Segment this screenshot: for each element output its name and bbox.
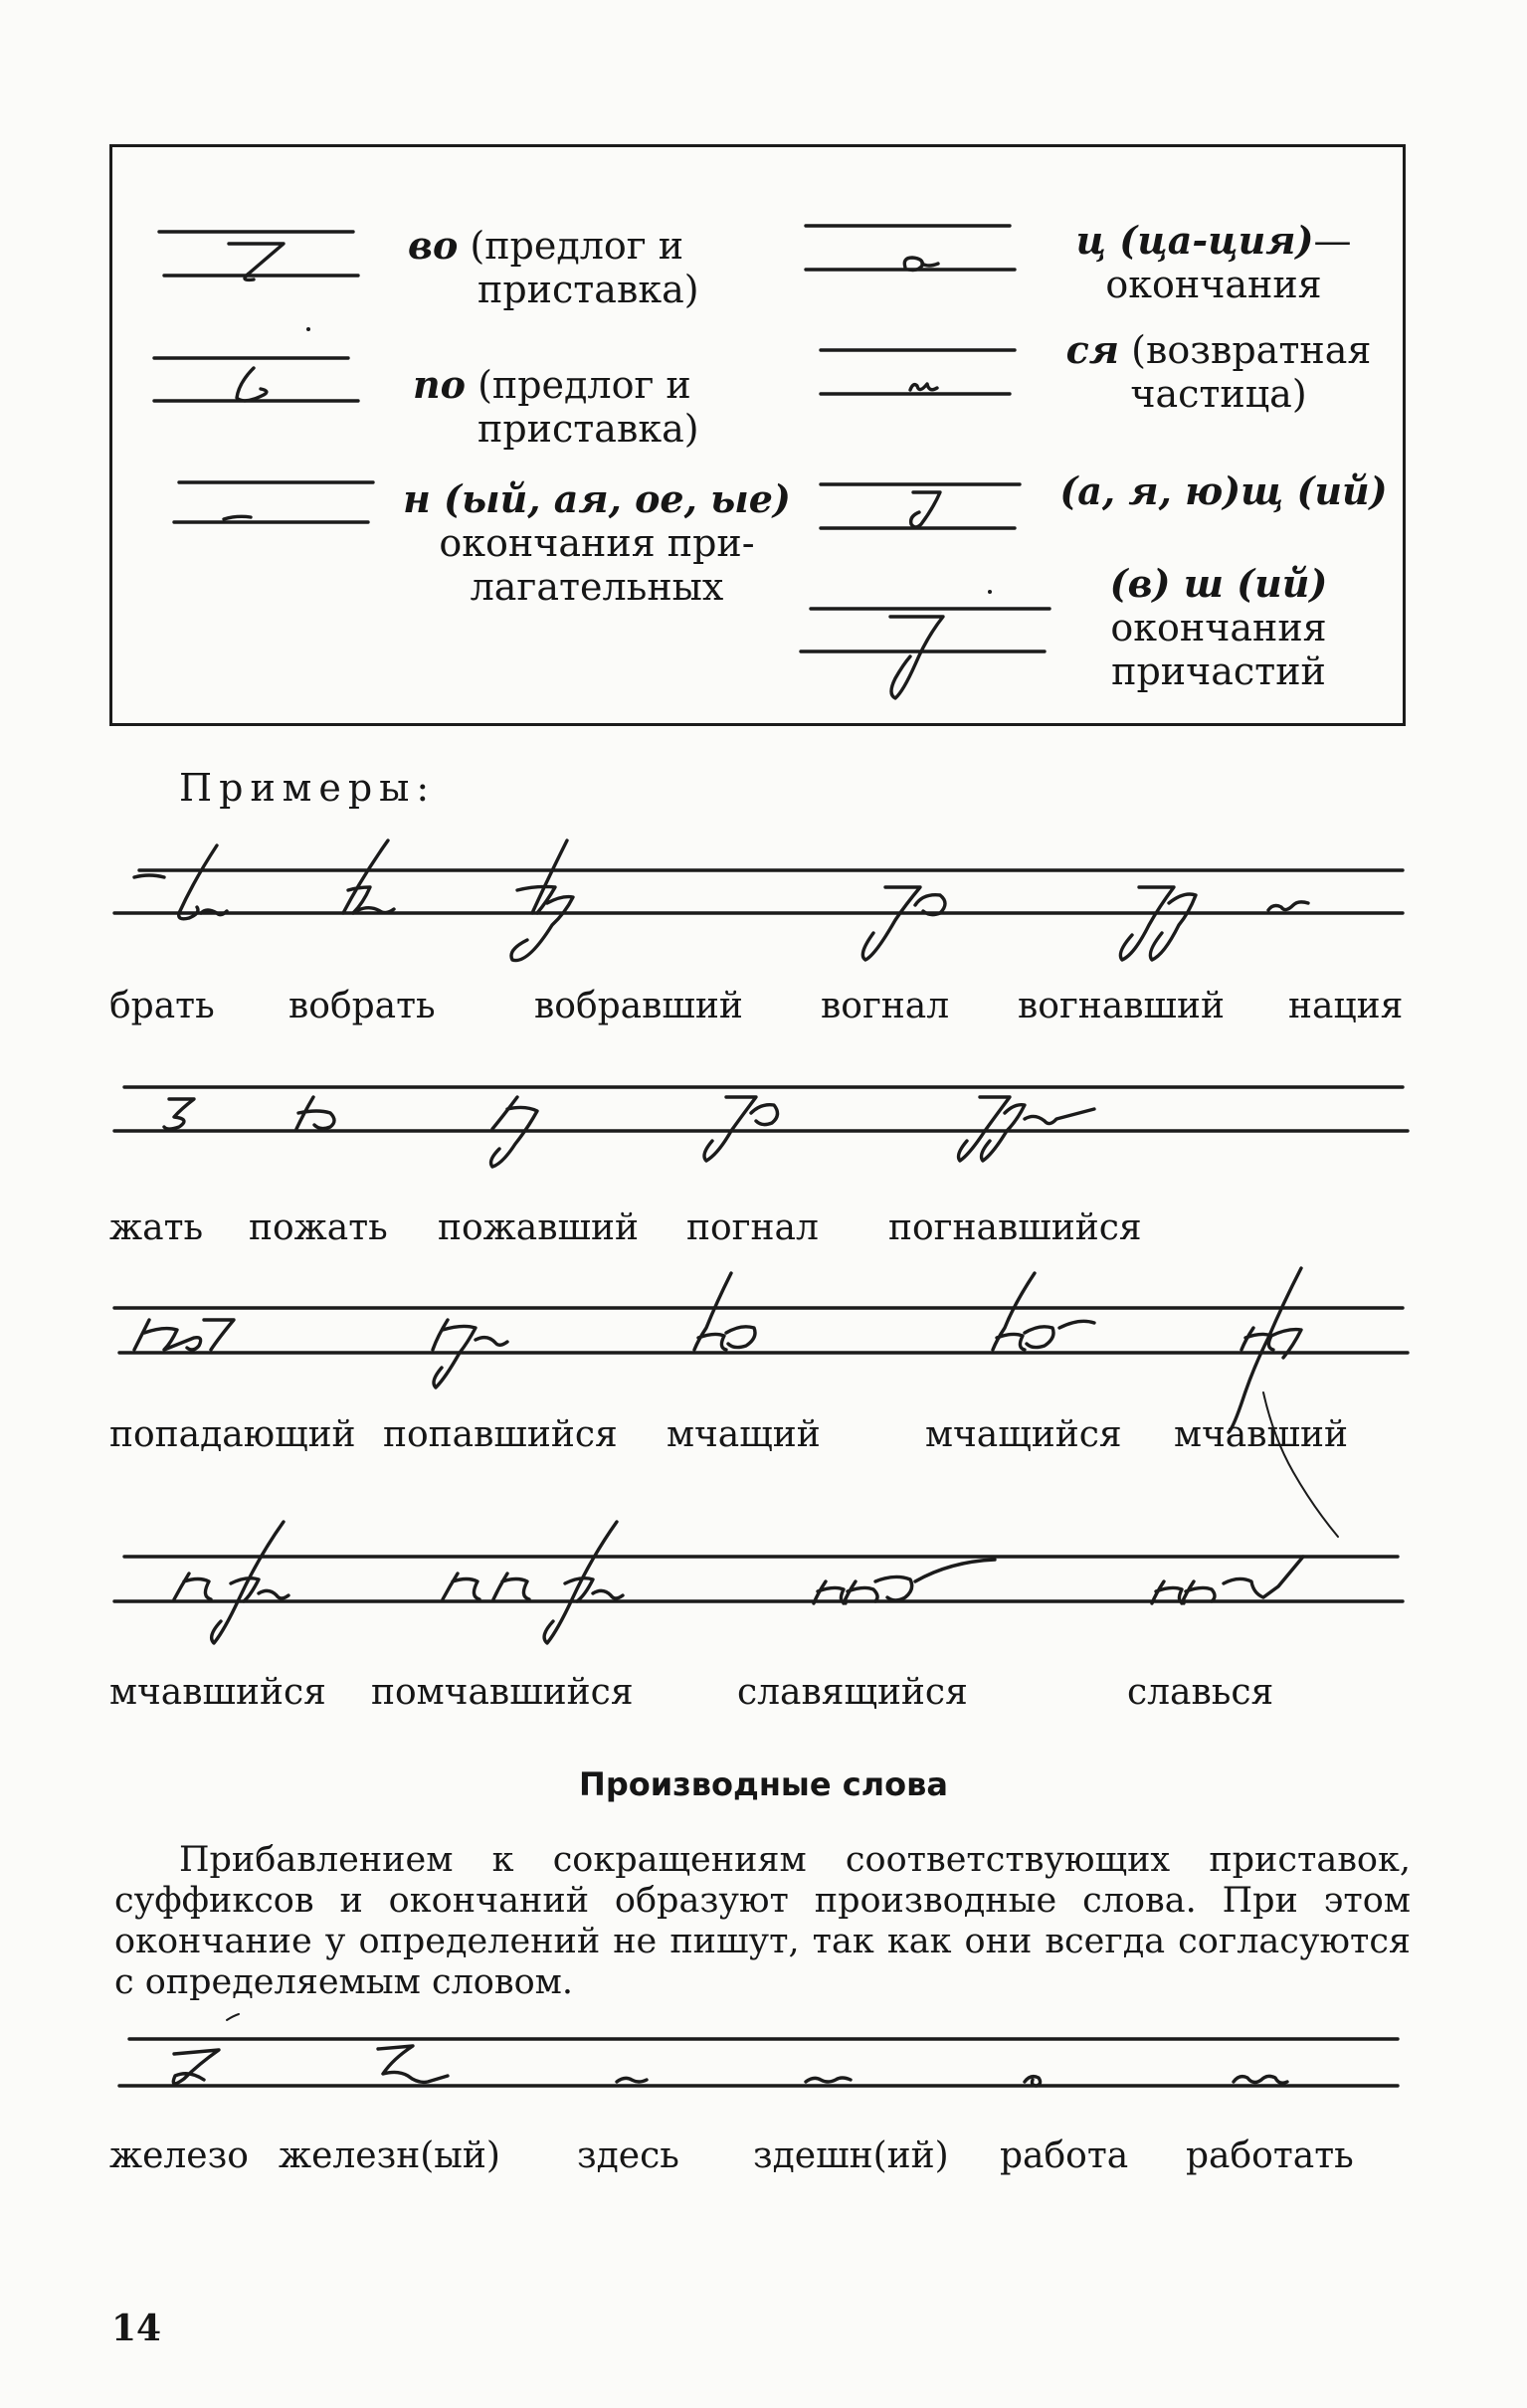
legend-entry-n: [403, 477, 791, 609]
body-paragraph: Прибавлением к сокращениям соответствующих приставок, суффиксов и окончаний образуют производные слова. При этом окончание у определений не пишут, так как они всегда согласуются с определяемым словом.: [114, 1840, 1411, 2002]
section-title: Производные слова: [579, 1765, 948, 1803]
legend-symbol-sh: [796, 587, 1054, 706]
legend-note: —: [1313, 219, 1352, 263]
example-word: мчащий: [667, 1414, 821, 1455]
example-word: помчавшийся: [371, 1672, 634, 1713]
legend-symbol-vo: [154, 214, 368, 288]
legend-abbr: (в) ш (ий): [1109, 561, 1328, 606]
legend-symbol-ts: [801, 214, 1020, 283]
legend-line2: частица): [1130, 372, 1307, 416]
cursive-row-5: [109, 1994, 1413, 2114]
legend-line3: лагательных: [470, 565, 724, 609]
example-word: железн(ый): [279, 2135, 500, 2176]
example-word: погнавшийся: [888, 1207, 1142, 1248]
legend-note: (предлог и: [465, 363, 691, 407]
legend-abbr: во: [408, 223, 459, 268]
legend-line2: окончания при-: [439, 521, 755, 565]
legend-abbr: н (ый, ая, ое, ые): [403, 476, 791, 521]
legend-note: (возвратная: [1119, 328, 1372, 372]
example-word: вобрать: [288, 986, 436, 1026]
legend-entry-shch: [1059, 469, 1388, 513]
legend-line2: окончания: [1110, 606, 1327, 649]
example-word: жать: [109, 1207, 204, 1248]
page-number: 14: [111, 2308, 162, 2349]
examples-label: Примеры:: [179, 766, 437, 810]
legend-line2: приставка): [477, 268, 699, 311]
example-word: славящийся: [737, 1672, 968, 1713]
example-word: работать: [1186, 2135, 1354, 2176]
legend-abbr: ся: [1065, 327, 1120, 372]
example-word: мчащийся: [925, 1414, 1122, 1455]
legend-entry-sh: [1094, 562, 1343, 693]
legend-entry-vo: [408, 224, 726, 311]
cursive-row-4: [109, 1512, 1413, 1661]
legend-entry-ts: [1064, 219, 1363, 306]
legend-line3: причастий: [1111, 649, 1326, 693]
example-word: нация: [1288, 986, 1404, 1026]
example-word: вобравший: [534, 986, 743, 1026]
legend-entry-po: [413, 363, 731, 451]
legend-symbol-shch: [816, 472, 1025, 542]
example-word: пожать: [249, 1207, 388, 1248]
legend-line2: приставка): [477, 407, 699, 451]
legend-entry-sya: [1054, 328, 1383, 416]
legend-abbr: (а, я, ю)щ (ий): [1059, 468, 1388, 513]
example-word: железо: [109, 2135, 249, 2176]
example-word: попадающий: [109, 1414, 356, 1455]
legend-symbol-sya: [816, 338, 1025, 408]
example-word: погнал: [686, 1207, 819, 1248]
legend-note: (предлог и: [458, 224, 684, 268]
cursive-row-2: [109, 1069, 1413, 1199]
cursive-row-1: [109, 826, 1413, 975]
legend-abbr: по: [413, 362, 466, 407]
example-word: здесь: [577, 2135, 679, 2176]
example-word: мчавшийся: [109, 1672, 326, 1713]
legend-symbol-n: [169, 467, 378, 537]
example-word: вогнавший: [1018, 986, 1225, 1026]
example-word: вогнал: [821, 986, 950, 1026]
cursive-row-3: [109, 1258, 1413, 1417]
example-word: попавшийся: [383, 1414, 618, 1455]
example-word: пожавший: [438, 1207, 639, 1248]
example-word: славься: [1127, 1672, 1274, 1713]
example-word: брать: [109, 986, 215, 1026]
example-word: работа: [1000, 2135, 1129, 2176]
example-word: мчавший: [1174, 1414, 1348, 1455]
legend-symbol-po: [149, 323, 363, 413]
legend-line2: окончания: [1105, 263, 1322, 306]
legend-abbr: ц (ца-ция): [1075, 218, 1314, 263]
example-word: здешн(ий): [753, 2135, 949, 2176]
